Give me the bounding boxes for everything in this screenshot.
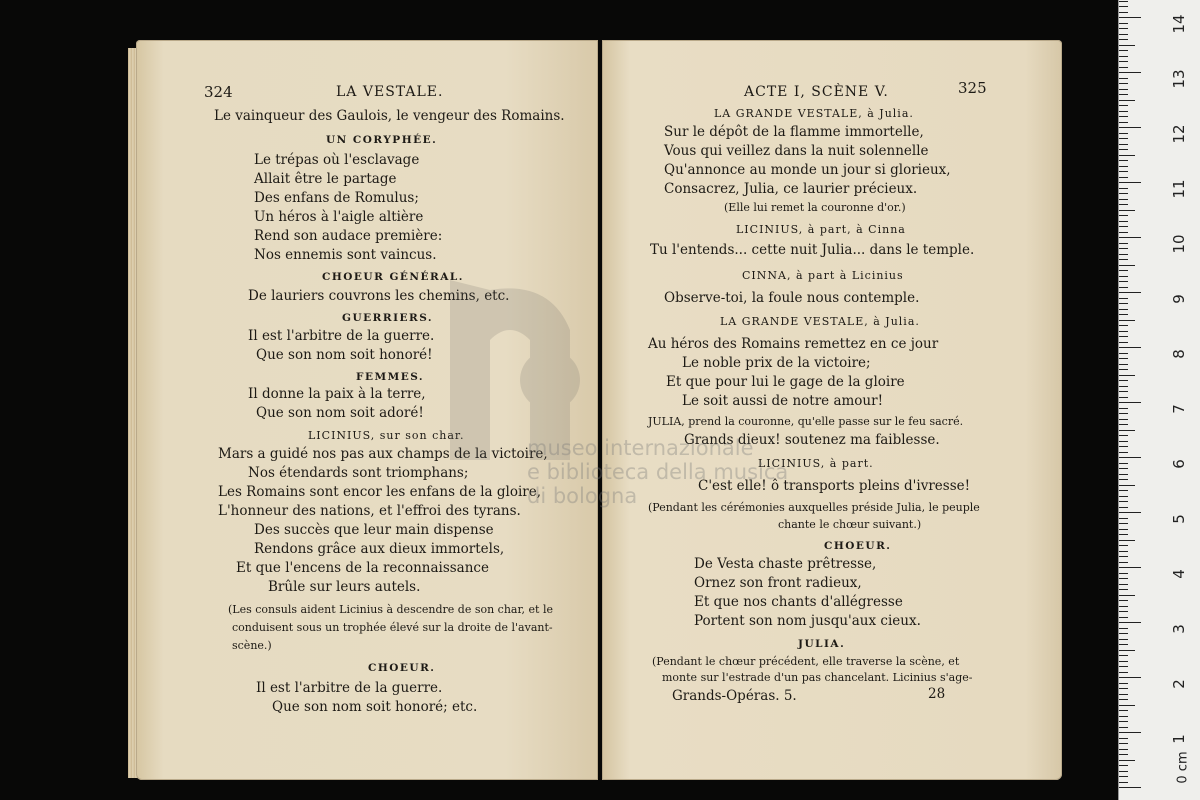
ruler-tick bbox=[1119, 578, 1128, 579]
ruler-tick bbox=[1119, 144, 1128, 145]
speaker-label: JULIA. bbox=[798, 638, 846, 650]
ruler-tick bbox=[1119, 441, 1128, 442]
ruler-number: 1 bbox=[1170, 734, 1188, 744]
ruler-tick bbox=[1119, 369, 1128, 370]
verse-line: Et que l'encens de la reconnaissance bbox=[236, 560, 489, 576]
ruler-tick bbox=[1119, 639, 1128, 640]
ruler-tick bbox=[1119, 391, 1128, 392]
ruler-tick bbox=[1119, 765, 1128, 766]
ruler-tick bbox=[1119, 23, 1128, 24]
stage-direction: (Elle lui remet la couronne d'or.) bbox=[724, 201, 906, 214]
ruler-number: 6 bbox=[1170, 459, 1188, 469]
ruler-tick bbox=[1119, 204, 1128, 205]
ruler-tick bbox=[1119, 166, 1128, 167]
ruler-tick bbox=[1119, 331, 1128, 332]
verse-line: Rend son audace première: bbox=[254, 228, 443, 244]
ruler-tick bbox=[1119, 721, 1128, 722]
verse-line: Ornez son front radieux, bbox=[694, 575, 862, 591]
ruler-tick bbox=[1119, 683, 1128, 684]
speaker-label: LICINIUS, sur son char. bbox=[308, 429, 465, 442]
ruler-tick bbox=[1119, 424, 1128, 425]
ruler-tick bbox=[1119, 61, 1128, 62]
ruler-tick bbox=[1119, 270, 1128, 271]
ruler-number: 14 bbox=[1170, 14, 1188, 34]
right-page bbox=[602, 40, 1062, 780]
ruler-tick bbox=[1119, 551, 1128, 552]
ruler-tick bbox=[1119, 94, 1128, 95]
ruler-tick bbox=[1119, 127, 1141, 128]
ruler-tick bbox=[1119, 672, 1128, 673]
ruler-tick bbox=[1119, 342, 1128, 343]
ruler-tick bbox=[1119, 589, 1128, 590]
ruler-tick bbox=[1119, 573, 1128, 574]
ruler-tick bbox=[1119, 116, 1128, 117]
verse-line: Rendons grâce aux dieux immortels, bbox=[254, 541, 505, 557]
right-page-number: 325 bbox=[958, 79, 987, 97]
verse-line: Allait être le partage bbox=[254, 171, 397, 187]
ruler-tick bbox=[1119, 149, 1128, 150]
ruler-tick bbox=[1119, 336, 1128, 337]
speaker-label: CHOEUR. bbox=[824, 540, 892, 552]
measurement-ruler bbox=[1118, 0, 1200, 800]
ruler-unit: 0 cm bbox=[1175, 751, 1191, 784]
ruler-tick bbox=[1119, 72, 1141, 73]
verse-line: Un héros à l'aigle altière bbox=[254, 209, 424, 225]
watermark-text-line2: e biblioteca della musica bbox=[527, 460, 789, 484]
ruler-number: 12 bbox=[1170, 124, 1188, 144]
text-line: Le vainqueur des Gaulois, le vengeur des Romains. bbox=[214, 108, 565, 124]
ruler-tick bbox=[1119, 507, 1128, 508]
verse-line: Tu l'entends... cette nuit Julia... dans le temple. bbox=[650, 242, 975, 258]
ruler-number: 13 bbox=[1170, 69, 1188, 89]
verse-line: Il est l'arbitre de la guerre. bbox=[256, 680, 443, 696]
verse-line: Mars a guidé nos pas aux champs de la victoire, bbox=[218, 446, 548, 462]
verse-line: De lauriers couvrons les chemins, etc. bbox=[248, 288, 510, 304]
ruler-tick bbox=[1119, 397, 1128, 398]
ruler-tick bbox=[1119, 556, 1128, 557]
ruler-tick bbox=[1119, 298, 1128, 299]
ruler-tick bbox=[1119, 633, 1128, 634]
ruler-tick bbox=[1119, 182, 1141, 183]
left-page-number: 324 bbox=[204, 83, 233, 101]
verse-line: Au héros des Romains remettez en ce jour bbox=[648, 336, 939, 352]
ruler-tick bbox=[1119, 100, 1135, 101]
ruler-tick bbox=[1119, 452, 1128, 453]
ruler-tick bbox=[1119, 28, 1128, 29]
ruler-tick bbox=[1119, 545, 1128, 546]
ruler-tick bbox=[1119, 468, 1128, 469]
ruler-tick bbox=[1119, 408, 1128, 409]
verse-line: Et que nos chants d'allégresse bbox=[694, 594, 903, 610]
left-running-title: LA VESTALE. bbox=[336, 84, 444, 100]
ruler-tick bbox=[1119, 1, 1128, 2]
ruler-tick bbox=[1119, 17, 1141, 18]
ruler-tick bbox=[1119, 215, 1128, 216]
ruler-tick bbox=[1119, 232, 1128, 233]
stage-direction: scène.) bbox=[232, 639, 272, 652]
verse-line: Vous qui veillez dans la nuit solennelle bbox=[664, 143, 929, 159]
ruler-tick bbox=[1119, 78, 1128, 79]
ruler-tick bbox=[1119, 540, 1135, 541]
ruler-tick bbox=[1119, 435, 1128, 436]
ruler-tick bbox=[1119, 281, 1128, 282]
ruler-tick bbox=[1119, 490, 1128, 491]
verse-line: Que son nom soit adoré! bbox=[256, 405, 424, 421]
stage-direction: JULIA, prend la couronne, qu'elle passe sur le feu sacré. bbox=[648, 415, 964, 428]
signature-mark: 28 bbox=[928, 686, 946, 702]
ruler-tick bbox=[1119, 325, 1128, 326]
verse-line: Des succès que leur main dispense bbox=[254, 522, 494, 538]
speaker-label: FEMMES. bbox=[356, 371, 425, 383]
ruler-tick bbox=[1119, 727, 1128, 728]
ruler-tick bbox=[1119, 177, 1128, 178]
verse-line: De Vesta chaste prêtresse, bbox=[694, 556, 877, 572]
verse-line: Brûle sur leurs autels. bbox=[268, 579, 421, 595]
ruler-tick bbox=[1119, 501, 1128, 502]
ruler-number: 10 bbox=[1170, 234, 1188, 254]
stage-direction: (Pendant le chœur précédent, elle traverse la scène, et bbox=[652, 655, 960, 668]
ruler-tick bbox=[1119, 56, 1128, 57]
ruler-tick bbox=[1119, 512, 1141, 513]
ruler-tick bbox=[1119, 650, 1135, 651]
speaker-label: LICINIUS, à part, à Cinna bbox=[736, 223, 906, 236]
ruler-tick bbox=[1119, 628, 1128, 629]
open-book bbox=[128, 36, 1068, 788]
ruler-number: 9 bbox=[1170, 294, 1188, 304]
ruler-tick bbox=[1119, 771, 1128, 772]
speaker-label: CHOEUR. bbox=[368, 662, 436, 674]
ruler-tick bbox=[1119, 534, 1128, 535]
ruler-tick bbox=[1119, 265, 1135, 266]
ruler-tick bbox=[1119, 661, 1128, 662]
stage-direction: conduisent sous un trophée élevé sur la droite de l'avant- bbox=[232, 621, 553, 634]
ruler-tick bbox=[1119, 287, 1128, 288]
ruler-tick bbox=[1119, 606, 1128, 607]
ruler-tick bbox=[1119, 496, 1128, 497]
ruler-tick bbox=[1119, 199, 1128, 200]
ruler-tick bbox=[1119, 221, 1128, 222]
verse-line: C'est elle! ô transports pleins d'ivresse! bbox=[698, 478, 971, 494]
speaker-label: LA GRANDE VESTALE, à Julia. bbox=[720, 315, 920, 328]
speaker-label: UN CORYPHÉE. bbox=[326, 134, 438, 146]
verse-line: Consacrez, Julia, ce laurier précieux. bbox=[664, 181, 918, 197]
ruler-tick bbox=[1119, 754, 1128, 755]
ruler-tick bbox=[1119, 259, 1128, 260]
ruler-tick bbox=[1119, 611, 1128, 612]
verse-line: Nos étendards sont triomphans; bbox=[248, 465, 469, 481]
ruler-tick bbox=[1119, 457, 1141, 458]
ruler-tick bbox=[1119, 529, 1128, 530]
ruler-tick bbox=[1119, 688, 1128, 689]
speaker-label: CINNA, à part à Licinius bbox=[742, 269, 904, 282]
ruler-tick bbox=[1119, 562, 1128, 563]
watermark-text-line3: di bologna bbox=[527, 484, 638, 508]
ruler-tick bbox=[1119, 188, 1128, 189]
ruler-tick bbox=[1119, 430, 1135, 431]
ruler-tick bbox=[1119, 155, 1135, 156]
printer-signature: Grands-Opéras. 5. bbox=[672, 688, 797, 704]
ruler-tick bbox=[1119, 45, 1135, 46]
stage-direction: (Les consuls aident Licinius à descendre de son char, et le bbox=[228, 603, 553, 616]
ruler-number: 8 bbox=[1170, 349, 1188, 359]
speaker-label: CHOEUR GÉNÉRAL. bbox=[322, 271, 464, 283]
ruler-tick bbox=[1119, 386, 1128, 387]
ruler-tick bbox=[1119, 309, 1128, 310]
ruler-tick bbox=[1119, 254, 1128, 255]
ruler-tick bbox=[1119, 463, 1128, 464]
ruler-tick bbox=[1119, 622, 1141, 623]
ruler-tick bbox=[1119, 446, 1128, 447]
verse-line: Nos ennemis sont vaincus. bbox=[254, 247, 437, 263]
ruler-tick bbox=[1119, 776, 1128, 777]
ruler-tick bbox=[1119, 743, 1128, 744]
ruler-tick bbox=[1119, 193, 1128, 194]
ruler-tick bbox=[1119, 138, 1128, 139]
ruler-tick bbox=[1119, 105, 1128, 106]
ruler-tick bbox=[1119, 364, 1128, 365]
ruler-tick bbox=[1119, 413, 1128, 414]
verse-line: Observe-toi, la foule nous contemple. bbox=[664, 290, 920, 306]
ruler-tick bbox=[1119, 595, 1135, 596]
ruler-tick bbox=[1119, 705, 1135, 706]
ruler-tick bbox=[1119, 353, 1128, 354]
ruler-tick bbox=[1119, 474, 1128, 475]
ruler-tick bbox=[1119, 749, 1128, 750]
verse-line: Sur le dépôt de la flamme immortelle, bbox=[664, 124, 924, 140]
ruler-number: 3 bbox=[1170, 624, 1188, 634]
ruler-number: 11 bbox=[1170, 179, 1188, 199]
ruler-tick bbox=[1119, 303, 1128, 304]
ruler-tick bbox=[1119, 171, 1128, 172]
verse-line: L'honneur des nations, et l'effroi des tyrans. bbox=[218, 503, 521, 519]
verse-line: Que son nom soit honoré! bbox=[256, 347, 433, 363]
verse-line: Le soit aussi de notre amour! bbox=[682, 393, 883, 409]
ruler-tick bbox=[1119, 248, 1128, 249]
ruler-tick bbox=[1119, 243, 1128, 244]
ruler-tick bbox=[1119, 419, 1128, 420]
ruler-tick bbox=[1119, 600, 1128, 601]
ruler-number: 2 bbox=[1170, 679, 1188, 689]
ruler-number: 5 bbox=[1170, 514, 1188, 524]
stage-direction: chante le chœur suivant.) bbox=[778, 518, 922, 531]
ruler-tick bbox=[1119, 83, 1128, 84]
verse-line: Que son nom soit honoré; etc. bbox=[272, 699, 478, 715]
ruler-tick bbox=[1119, 584, 1128, 585]
ruler-tick bbox=[1119, 34, 1128, 35]
ruler-tick bbox=[1119, 375, 1135, 376]
verse-line: Le trépas où l'esclavage bbox=[254, 152, 420, 168]
ruler-tick bbox=[1119, 237, 1141, 238]
watermark-text-line1: museo internazionale bbox=[527, 436, 754, 460]
ruler-tick bbox=[1119, 655, 1128, 656]
verse-line: Grands dieux! soutenez ma faiblesse. bbox=[684, 432, 940, 448]
ruler-tick bbox=[1119, 518, 1128, 519]
ruler-tick bbox=[1119, 710, 1128, 711]
ruler-number: 7 bbox=[1170, 404, 1188, 414]
ruler-tick bbox=[1119, 210, 1135, 211]
ruler-tick bbox=[1119, 485, 1135, 486]
right-running-title: ACTE I, SCÈNE V. bbox=[744, 84, 889, 100]
ruler-tick bbox=[1119, 276, 1128, 277]
ruler-tick bbox=[1119, 787, 1141, 788]
ruler-tick bbox=[1119, 50, 1128, 51]
ruler-tick bbox=[1119, 644, 1128, 645]
verse-line: Les Romains sont encor les enfans de la gloire, bbox=[218, 484, 542, 500]
ruler-tick bbox=[1119, 402, 1141, 403]
verse-line: Il donne la paix à la terre, bbox=[248, 386, 426, 402]
ruler-tick bbox=[1119, 716, 1128, 717]
ruler-tick bbox=[1119, 292, 1141, 293]
verse-line: Il est l'arbitre de la guerre. bbox=[248, 328, 435, 344]
ruler-tick bbox=[1119, 782, 1128, 783]
ruler-tick bbox=[1119, 314, 1128, 315]
ruler-tick bbox=[1119, 699, 1128, 700]
verse-line: Des enfans de Romulus; bbox=[254, 190, 419, 206]
ruler-tick bbox=[1119, 358, 1128, 359]
verse-line: Le noble prix de la victoire; bbox=[682, 355, 871, 371]
ruler-number: 4 bbox=[1170, 569, 1188, 579]
ruler-tick bbox=[1119, 12, 1128, 13]
ruler-tick bbox=[1119, 567, 1141, 568]
verse-line: Et que pour lui le gage de la gloire bbox=[666, 374, 905, 390]
ruler-tick bbox=[1119, 111, 1128, 112]
ruler-tick bbox=[1119, 380, 1128, 381]
ruler-tick bbox=[1119, 523, 1128, 524]
ruler-tick bbox=[1119, 760, 1135, 761]
stage-direction: (Pendant les cérémonies auxquelles préside Julia, le peuple bbox=[648, 501, 980, 514]
ruler-tick bbox=[1119, 694, 1128, 695]
ruler-tick bbox=[1119, 6, 1128, 7]
ruler-tick bbox=[1119, 89, 1128, 90]
ruler-tick bbox=[1119, 133, 1128, 134]
ruler-tick bbox=[1119, 67, 1128, 68]
stage-direction: monte sur l'estrade d'un pas chancelant. Licinius s'age- bbox=[662, 671, 973, 684]
ruler-tick bbox=[1119, 122, 1128, 123]
ruler-tick bbox=[1119, 617, 1128, 618]
verse-line: Portent son nom jusqu'aux cieux. bbox=[694, 613, 921, 629]
speaker-label: LA GRANDE VESTALE, à Julia. bbox=[714, 107, 914, 120]
ruler-tick bbox=[1119, 160, 1128, 161]
ruler-tick bbox=[1119, 39, 1128, 40]
ruler-tick bbox=[1119, 226, 1128, 227]
speaker-label: LICINIUS, à part. bbox=[758, 457, 874, 470]
ruler-tick bbox=[1119, 732, 1141, 733]
ruler-tick bbox=[1119, 666, 1128, 667]
ruler-tick bbox=[1119, 738, 1128, 739]
ruler-tick bbox=[1119, 479, 1128, 480]
ruler-tick bbox=[1119, 347, 1141, 348]
verse-line: Qu'annonce au monde un jour si glorieux, bbox=[664, 162, 951, 178]
ruler-tick bbox=[1119, 677, 1141, 678]
ruler-tick bbox=[1119, 320, 1135, 321]
speaker-label: GUERRIERS. bbox=[342, 312, 434, 324]
